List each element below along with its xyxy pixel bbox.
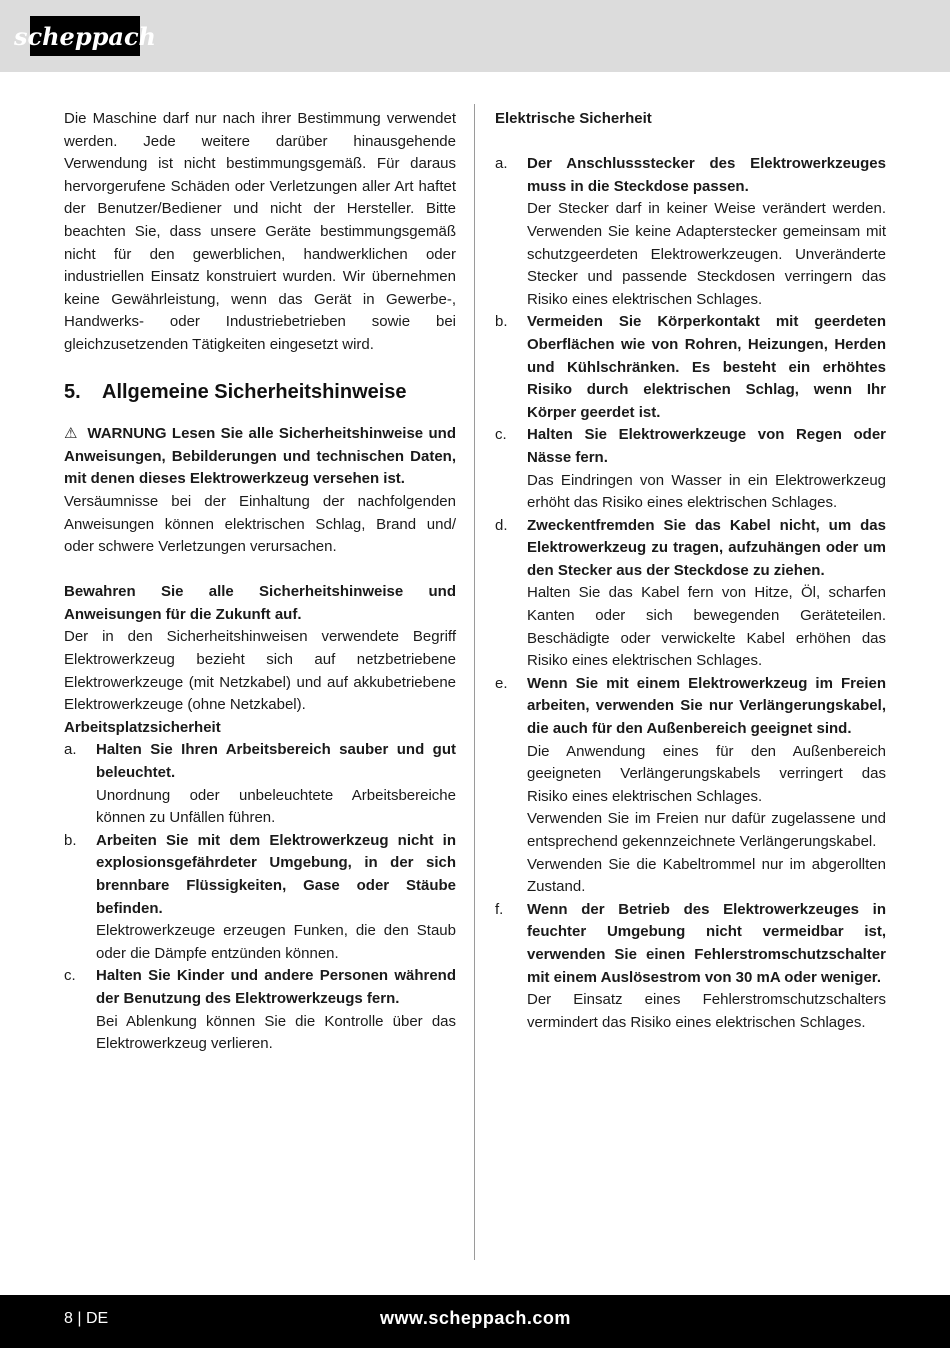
list-item-text: Halten Sie das Kabel fern von Hitze, Öl, scharfen Kanten oder sich bewegenden Geräteteilen. Beschädigte oder verwickelte Kabel erhöhen das Risiko eines elektrischen Schlages. bbox=[527, 584, 886, 670]
list-item-text: Bei Ablenkung können Sie die Kontrolle über das Elektrowerkzeug verlieren. bbox=[96, 1012, 456, 1053]
list-item-label: d. bbox=[495, 516, 508, 534]
list-item-bold: Wenn der Betrieb des Elektrowerkzeuges in feuchter Umgebung nicht vermeidbar ist, verwenden Sie einen Fehlerstromschutzschalter mit einem Auslösestrom von 30 mA oder weniger. bbox=[527, 900, 886, 986]
list-item bbox=[64, 830, 456, 966]
list-item-bold: Halten Sie Kinder und andere Personen während der Benutzung des Elektrowerkzeugs fern. bbox=[96, 967, 456, 1007]
list-item-text: Das Eindringen von Wasser in ein Elektrowerkzeug erhöht das Risiko eines elektrischen Schlages. bbox=[527, 471, 886, 512]
right-column bbox=[495, 108, 886, 1034]
list-item-label: e. bbox=[495, 674, 508, 692]
subheading-workplace-safety: Arbeitsplatzsicherheit bbox=[64, 718, 221, 736]
list-item-text: Der Stecker darf in keiner Weise verändert werden. Verwenden Sie keine Adapterstecker gemeinsam mit schutzgeerdeten Elektrowerkzeugen. Unveränderte Stecker und passende Steckdosen verringern das Risiko eines elektrischen Schlages. bbox=[527, 200, 886, 308]
list-item-label: b. bbox=[495, 313, 508, 331]
column-divider bbox=[474, 104, 475, 1260]
list-item-bold: Halten Sie Ihren Arbeitsbereich sauber und gut beleuchtet. bbox=[96, 741, 456, 782]
list-item-text: Der Einsatz eines Fehlerstromschutzschalters vermindert das Risiko eines elektrischen Schlages. bbox=[527, 991, 886, 1031]
list-item-bold: Wenn Sie mit einem Elektrowerkzeug im Freien arbeiten, verwenden Sie nur Verlängerungskabel, die auch für den Außenbereich geeignet sind. bbox=[527, 674, 886, 738]
left-column bbox=[64, 108, 456, 1056]
list-item-bold: Zweckentfremden Sie das Kabel nicht, um das Elektrowerkzeug zu tragen, aufzuhängen oder um den Stecker aus der Steckdose zu ziehen. bbox=[527, 516, 886, 579]
electrical-safety-heading: Elektrische Sicherheit bbox=[495, 110, 652, 127]
list-item bbox=[495, 311, 886, 424]
list-item-label: b. bbox=[64, 831, 77, 849]
list-item bbox=[495, 673, 886, 899]
website-link[interactable]: www.scheppach.com bbox=[380, 1308, 571, 1328]
list-item-label: c. bbox=[495, 426, 507, 444]
page-footer bbox=[0, 1295, 950, 1348]
warning-text: Versäumnisse bei der Einhaltung der nachfolgenden Anweisungen können elektrischen Schlag, Brand und/ oder schwere Verletzungen verursachen. bbox=[64, 492, 456, 556]
list-item-bold: Halten Sie Elektrowerkzeuge von Regen oder Nässe fern. bbox=[527, 426, 886, 466]
warning-bold-text: WARNUNG Lesen Sie alle Sicherheitshinweise und Anweisungen, Bebilderungen und technischen Daten, mit denen dieses Elektrowerkzeug versehen ist. bbox=[64, 425, 456, 488]
list-item-bold: Der Anschlussstecker des Elektrowerkzeuges muss in die Steckdose passen. bbox=[527, 155, 886, 195]
page-header bbox=[0, 0, 950, 72]
warning-triangle-icon: ⚠ bbox=[64, 425, 78, 443]
list-item-bold: Arbeiten Sie mit dem Elektrowerkzeug nicht in explosionsgefährdeter Umgebung, in der sich brennbare Flüssigkeiten, Gase oder Stäube befinden. bbox=[96, 831, 456, 917]
list-item-text: Elektrowerkzeuge erzeugen Funken, die den Staub oder die Dämpfe entzünden können. bbox=[96, 922, 456, 962]
list-item-label: a. bbox=[64, 741, 77, 759]
list-item bbox=[495, 424, 886, 514]
section-number: 5. bbox=[64, 381, 81, 404]
list-item-text: Die Anwendung eines für den Außenbereich geeigneten Verlängerungskabels verringert das Risiko eines elektrischen Schlages. bbox=[527, 742, 886, 805]
page-number: 8 | DE bbox=[64, 1310, 109, 1327]
list-item-label: f. bbox=[495, 900, 504, 918]
list-item-text: Verwenden Sie im Freien nur dafür zugelassene und entsprechend gekennzeichnete Verlängerungskabel. bbox=[527, 810, 886, 850]
list-item-text: Unordnung oder unbeleuchtete Arbeitsbereiche können zu Unfällen führen. bbox=[96, 786, 456, 827]
section-heading bbox=[64, 379, 456, 405]
list-item bbox=[64, 965, 456, 1055]
intro-paragraph: Die Maschine darf nur nach ihrer Bestimmung verwendet werden. Jede weitere darüber hinausgehende Verwendung ist nicht bestimmungsgemäß. Für daraus hervorgerufene Schäden oder Verletzungen aller Art haftet der Benutzer/Bediener und nicht der Hersteller. Bitte beachten Sie, dass unsere Geräte bestimmungsgemäß nicht für den gewerblichen, handwerklichen oder industriellen Einsatz konstruiert wurden. Wir übernehmen keine Gewährleistung, wenn das Gerät in Gewerbe-, Handwerks- oder Industriebetrieben sowie bei gleichzusetzenden Tätigkeiten eingesetzt wird. bbox=[64, 110, 456, 353]
scheppach-logo: scheppach bbox=[30, 16, 140, 56]
list-item-text: Verwenden Sie die Kabeltrommel nur im abgerollten Zustand. bbox=[527, 855, 886, 896]
keep-instructions-heading: Bewahren Sie alle Sicherheitshinweise und Anweisungen für die Zukunft auf. bbox=[64, 583, 456, 623]
list-item bbox=[495, 153, 886, 311]
list-item-label: a. bbox=[495, 155, 508, 173]
list-item bbox=[64, 739, 456, 829]
section-title: Allgemeine Sicherheitshinweise bbox=[102, 381, 407, 404]
list-item bbox=[495, 515, 886, 673]
warning-paragraph bbox=[64, 423, 456, 491]
keep-instructions-text: Der in den Sicherheitshinweisen verwendete Begriff Elektrowerkzeug bezieht sich auf netzbetriebene Elektrowerkzeuge (mit Netzkabel) und auf akkubetriebene Elektrowerkzeuge (ohne Netzkabel). bbox=[64, 628, 456, 714]
list-item-label: c. bbox=[64, 967, 76, 985]
list-item bbox=[495, 899, 886, 1035]
list-item-bold: Vermeiden Sie Körperkontakt mit geerdeten Oberflächen wie von Rohren, Heizungen, Herden und Kühlschränken. Es besteht ein erhöhtes Risiko durch elektrischen Schlag, wenn Ihr Körper geerdet ist. bbox=[527, 313, 886, 421]
